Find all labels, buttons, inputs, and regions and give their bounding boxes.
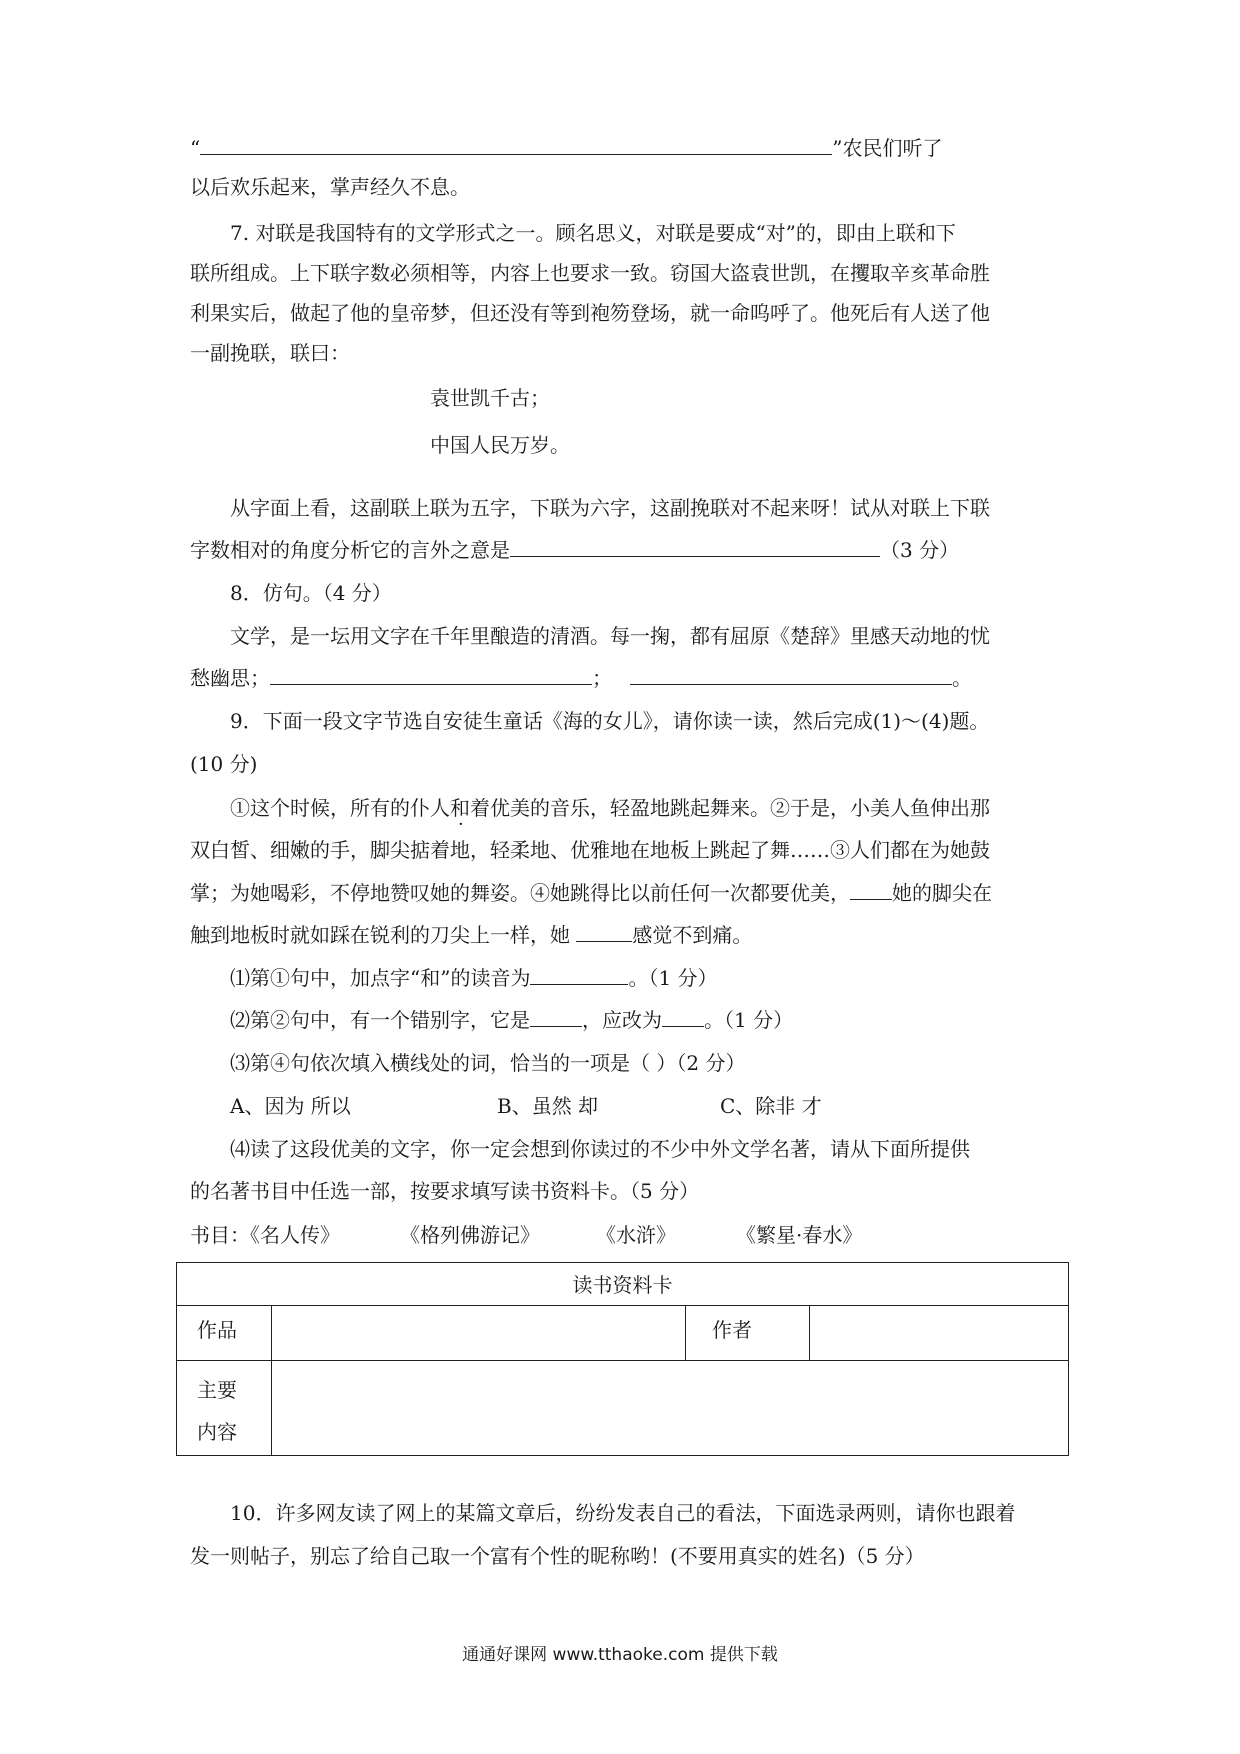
q9-p1-before: ①这个时候，所有的仆人 bbox=[230, 796, 450, 820]
option-b: B、虽然 却 bbox=[497, 1094, 599, 1118]
q9-p1-after: 着优美的音乐，轻盈地跳起舞来。②于是，小美人鱼伸出那 bbox=[470, 796, 990, 820]
card-title: 读书资料卡 bbox=[177, 1263, 1069, 1306]
q10-line-2: 发一则帖子，别忘了给自己取一个富有个性的昵称哟！(不要用真实的姓名)（5 分） bbox=[190, 1544, 925, 1568]
q9-blank-2[interactable] bbox=[576, 921, 632, 942]
q9-sub-4-line-1: ⑷读了这段优美的文字，你一定会想到你读过的不少中外文学名著，请从下面所提供 bbox=[230, 1137, 970, 1161]
q8-blank-2[interactable] bbox=[630, 664, 952, 685]
card-content-label bbox=[177, 1361, 272, 1456]
q9-s2-after: 。（1 分） bbox=[704, 1008, 794, 1032]
q8-line2-end: 。 bbox=[952, 666, 972, 690]
q9-para-line-3 bbox=[190, 878, 992, 908]
q7-line-1: 7. 对联是我国特有的文学形式之一。顾名思义，对联是要成“对”的，即由上联和下 bbox=[230, 221, 956, 245]
q7-question-1: 从字面上看，这副联上联为五字，下联为六字，这副挽联对不起来呀！试从对联上下联 bbox=[230, 496, 990, 520]
q10-line-1: 10．许多网友读了网上的某篇文章后，纷纷发表自己的看法，下面选录两则，请你也跟着 bbox=[230, 1501, 1016, 1525]
q7-question-text: 字数相对的角度分析它的言外之意是 bbox=[190, 538, 510, 562]
q7-line-2: 联所组成。上下联字数必须相等，内容上也要求一致。窃国大盗袁世凯，在攫取辛亥革命胜 bbox=[190, 261, 990, 285]
q7-line-3: 利果实后，做起了他的皇帝梦，但还没有等到袍笏登场，就一命呜呼了。他死后有人送了他 bbox=[190, 301, 990, 325]
q6-line-2: 以后欢乐起来，掌声经久不息。 bbox=[190, 175, 470, 199]
q6-answer-line bbox=[190, 133, 942, 163]
q9-s2-blank-2[interactable] bbox=[662, 1006, 704, 1027]
q9-sub-4-line-2: 的名著书目中任选一部，按要求填写读书资料卡。（5 分） bbox=[190, 1179, 700, 1203]
q9-p4-before: 触到地板时就如踩在锐利的刀尖上一样，她 bbox=[190, 923, 577, 947]
q8-title: 8．仿句。（4 分） bbox=[230, 581, 392, 605]
couplet-second: 中国人民万岁。 bbox=[430, 433, 570, 457]
q9-title: 9．下面一段文字节选自安徒生童话《海的女儿》，请你读一读，然后完成(1)～(4)题。 bbox=[230, 709, 990, 733]
q7-score: （3 分） bbox=[880, 538, 960, 562]
card-content-label-1: 主要 bbox=[197, 1378, 237, 1402]
card-author-label: 作者 bbox=[686, 1306, 810, 1361]
q9-blank-1[interactable] bbox=[850, 879, 892, 900]
q9-score: (10 分) bbox=[190, 752, 258, 776]
q9-s1-blank[interactable] bbox=[530, 964, 628, 985]
card-content-label-2: 内容 bbox=[197, 1420, 237, 1444]
option-a: A、因为 所以 bbox=[230, 1094, 351, 1118]
dotted-character: 和 bbox=[450, 796, 470, 820]
card-content-field[interactable] bbox=[272, 1361, 1069, 1456]
q8-line-2 bbox=[190, 663, 972, 693]
footer-credit: 通通好课网 www.tthaoke.com 提供下载 bbox=[462, 1645, 778, 1665]
reading-card-table bbox=[176, 1262, 1069, 1456]
q9-s1-after: 。（1 分） bbox=[628, 966, 718, 990]
option-c: C、除非 才 bbox=[720, 1094, 822, 1118]
book-list-1: 书目：《名人传》 bbox=[190, 1223, 340, 1247]
q8-line2-start: 愁幽思； bbox=[190, 666, 270, 690]
q9-para-line-4 bbox=[190, 920, 752, 950]
q9-para-line-1 bbox=[230, 793, 990, 823]
card-work-label: 作品 bbox=[177, 1306, 272, 1361]
q9-sub-1 bbox=[230, 963, 718, 993]
q9-p4-after: 感觉不到痛。 bbox=[632, 923, 753, 947]
card-author-field[interactable] bbox=[810, 1306, 1069, 1361]
q7-answer-blank[interactable] bbox=[510, 536, 880, 557]
q8-separator: ； bbox=[592, 666, 612, 690]
q6-close-text: ”农民们听了 bbox=[832, 136, 943, 160]
q9-para-line-2: 双白皙、细嫩的手，脚尖掂着地，轻柔地、优雅地在地板上跳起了舞……③人们都在为她鼓 bbox=[190, 838, 990, 862]
q7-line-4: 一副挽联，联曰： bbox=[190, 341, 350, 365]
open-quote: “ bbox=[190, 136, 201, 160]
q7-question-2 bbox=[190, 535, 959, 565]
q9-sub-2 bbox=[230, 1005, 793, 1035]
q9-s2-blank-1[interactable] bbox=[530, 1006, 582, 1027]
couplet-first: 袁世凯千古； bbox=[430, 386, 550, 410]
q8-line-1: 文学，是一坛用文字在千年里酿造的清酒。每一掬，都有屈原《楚辞》里感天动地的忧 bbox=[230, 624, 990, 648]
book-list-2: 《格列佛游记》 bbox=[400, 1223, 540, 1247]
q9-p3-after: 她的脚尖在 bbox=[892, 881, 992, 905]
q9-s1-before: ⑴第①句中，加点字“和”的读音为 bbox=[230, 966, 531, 990]
q9-s2-before: ⑵第②句中，有一个错别字，它是 bbox=[230, 1008, 530, 1032]
book-list-4: 《繁星·春水》 bbox=[736, 1223, 863, 1247]
card-work-field[interactable] bbox=[272, 1306, 686, 1361]
q8-blank-1[interactable] bbox=[270, 664, 592, 685]
book-list-3: 《水浒》 bbox=[596, 1223, 676, 1247]
q9-p3-before: 掌；为她喝彩，不停地赞叹她的舞姿。④她跳得比以前任何一次都要优美， bbox=[190, 881, 850, 905]
q9-s2-mid: ，应改为 bbox=[582, 1008, 662, 1032]
q9-sub-3: ⑶第④句依次填入横线处的词，恰当的一项是（ ）（2 分） bbox=[230, 1051, 746, 1075]
q6-answer-blank[interactable] bbox=[200, 134, 832, 155]
